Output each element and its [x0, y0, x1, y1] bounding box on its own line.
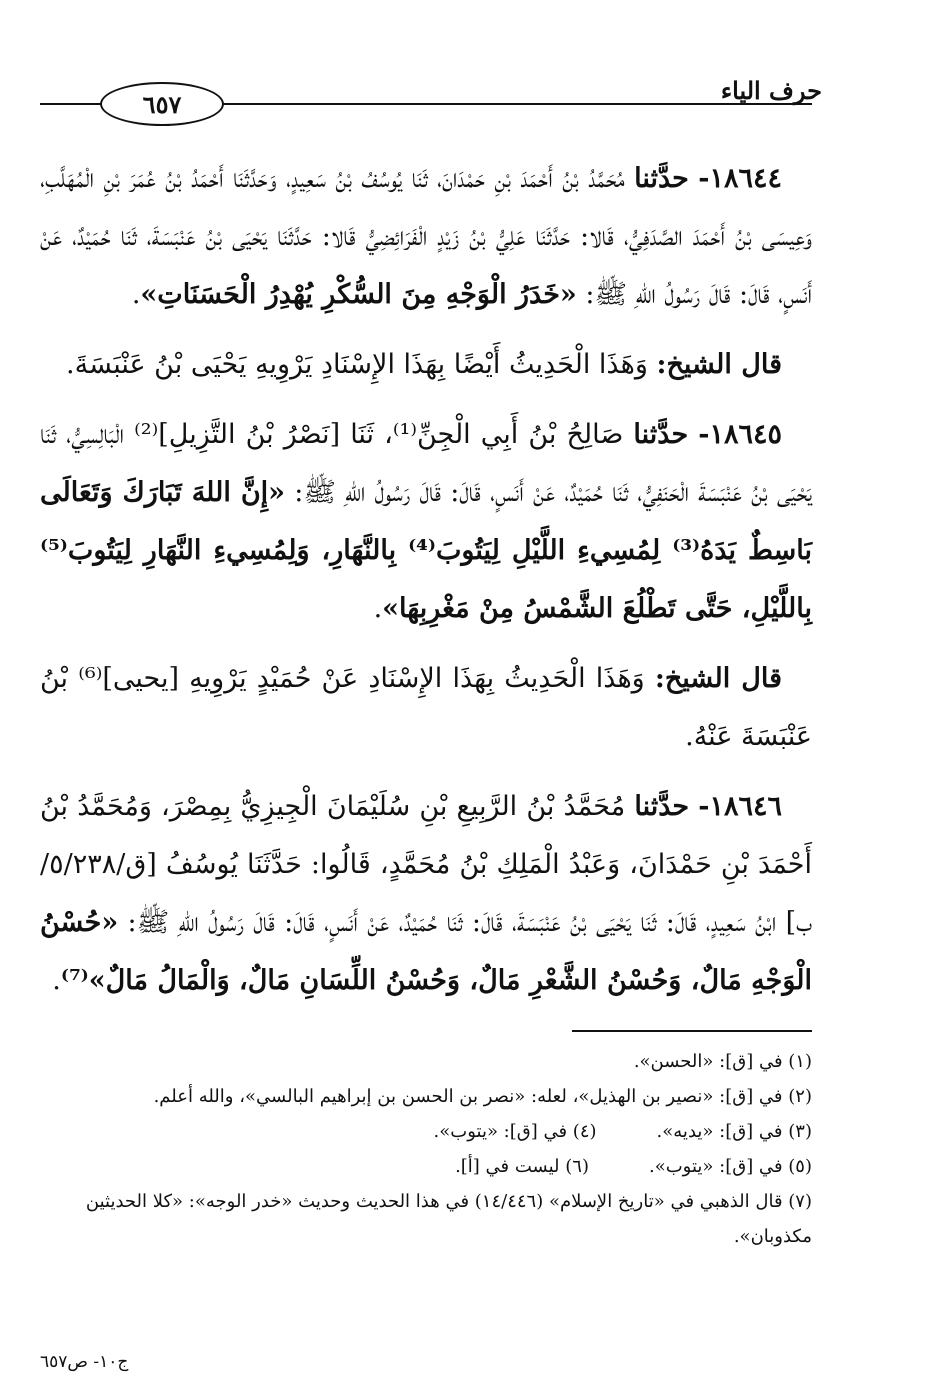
footnote-4: (٤) في [ق]: «يتوب».	[433, 1121, 597, 1142]
footnote-3: (٣) في [ق]: «يديه».	[656, 1121, 812, 1142]
entry-number: ١٨٦٤٤-	[698, 163, 782, 194]
sheikh-text: وَهَذَا الْحَدِيثُ أَيْضًا بِهَذَا الإِسْنَادِ يَرْوِيهِ يَحْيَى بْنُ عَنْبَسَةَ.	[66, 349, 648, 380]
hadith-quote: «خَدَرُ الْوَجْهِ مِنَ السُّكْرِ يُهْدِرُ الْحَسَنَاتِ»	[140, 279, 577, 310]
entry-lead: حدَّثنا	[634, 163, 689, 194]
hadith-entry-18646	[40, 778, 812, 1010]
hadith-quote: «إِنَّ اللهَ تَبَارَكَ وَتَعَالَى بَاسِطٌ يَدَهُ⁽³⁾ لِمُسِيءِ اللَّيْلِ لِيَتُوبَ⁽⁴⁾ بِالنَّهَارِ، وَلِمُسِيءِ النَّهَارِ لِيَتُوبَ⁽⁵⁾ بِاللَّيْلِ، حَتَّى تَطْلُعَ الشَّمْسُ مِنْ مَغْرِبِهَا»	[40, 477, 812, 624]
page-number-badge: ٦٥٧	[100, 82, 224, 126]
footnote-1: (١) في [ق]: «الحسن».	[633, 1051, 812, 1072]
entry-chain: مُحَمَّدُ بْنُ أَحْمَدَ بْنِ حَمْدَانَ، ثَنَا يُوسُفُ بْنُ سَعِيدٍ، وَحَدَّثَنَا أَحْمَدُ بْنُ عُمَرَ بْنِ الْمُهَلَّبِ، وَعِيسَى بْنُ أَحْمَدَ الصَّدَفِيُّ، قَالا: حَدَّثَنَا عَلِيُّ بْنُ زَيْدٍ الْفَرَائِضِيُّ قَالا: حَدَّثَنَا يَحْيَى بْنُ عَنْبَسَةَ، ثَنَا حُمَيْدٌ، عَنْ أَنَسٍ، قَالَ: قَالَ رَسُولُ اللهِ ﷺ:	[40, 163, 812, 310]
hadith-entry-18644	[40, 150, 812, 324]
sheikh-label: قال الشيخ:	[656, 349, 782, 380]
footnote-rule	[572, 1030, 812, 1032]
entry-chain: مُحَمَّدُ بْنُ الرَّبِيعِ بْنِ سُلَيْمَانَ الْجِيزِيُّ بِمِصْرَ، وَمُحَمَّدُ بْنُ أَحْمَدَ بْنِ حَمْدَانَ، وَعَبْدُ الْمَلِكِ بْنُ مُحَمَّدٍ، قَالُوا: حَدَّثَنَا يُوسُفُ [ق/٥/٢٣٨/ب] ابْنُ سَعِيدٍ، قَالَ: ثَنَا يَحْيَى بْنُ عَنْبَسَةَ، قَالَ: ثَنَا حُمَيْدٌ، عَنْ أَنَسٍ، قَالَ: قَالَ رَسُولُ اللهِ ﷺ:	[40, 791, 812, 938]
footnote-5: (٥) في [ق]: «يتوب».	[648, 1156, 812, 1177]
sheikh-label: قال الشيخ:	[654, 663, 782, 694]
footnote-row-3-4	[40, 1114, 812, 1149]
footnote-2: (٢) في [ق]: «نصير بن الهذيل»، لعله: «نصر بن الحسن بن إبراهيم البالسي»، والله أعلم.	[153, 1086, 812, 1107]
entry-number: ١٨٦٤٥-	[698, 419, 783, 450]
entry-chain: صَالِحُ بْنُ أَبِي الْجِنِّ⁽¹⁾، ثَنَا [نَصْرُ بْنُ التَّزِيلِ]⁽²⁾ الْبَالِسِيُّ، ثَنَا يَحْيَى بْنُ عَنْبَسَةَ الْحَنَفِيُّ، ثَنَا حُمَيْدٌ، عَنْ أَنَسٍ، قَالَ: قَالَ رَسُولُ اللهِ ﷺ:	[40, 419, 813, 508]
entry-number: ١٨٦٤٦-	[698, 791, 782, 822]
chapter-title: حرف الياء	[720, 76, 822, 105]
hadith-entry-18645	[40, 406, 812, 638]
footnotes	[40, 1030, 812, 1254]
footnote-6: (٦) ليست في [أ].	[455, 1156, 589, 1177]
sheikh-comment-1	[40, 336, 812, 394]
page-footer: ج١٠- ص٦٥٧	[40, 1352, 129, 1372]
hadith-quote: «حُسْنُ الْوَجْهِ مَالٌ، وَحُسْنُ الشَّعْرِ مَالٌ، وَحُسْنُ اللِّسَانِ مَالٌ، وَالْمَالُ مَالٌ»⁽⁷⁾	[40, 907, 812, 996]
sheikh-text: وَهَذَا الْحَدِيثُ بِهَذَا الإِسْنَادِ عَنْ حُمَيْدٍ يَرْوِيهِ [يحيى]⁽⁶⁾ بْنُ عَنْبَسَةَ عَنْهُ.	[40, 663, 812, 752]
entry-end: .	[52, 965, 61, 996]
sheikh-comment-2	[40, 650, 812, 766]
entry-lead: حدَّثنا	[633, 419, 689, 450]
entry-lead: حدَّثنا	[634, 791, 690, 822]
footnote-7: (٧) قال الذهبي في «تاريخ الإسلام» (١٤/٤٤٦) في هذا الحديث وحديث «خدر الوجه»: «كلا الحديثين مكذوبان».	[85, 1191, 812, 1247]
entry-end: .	[131, 279, 141, 310]
running-header	[40, 70, 822, 130]
entry-end: .	[373, 593, 383, 624]
main-text	[40, 150, 812, 1022]
footnote-row-5-6	[40, 1149, 812, 1184]
